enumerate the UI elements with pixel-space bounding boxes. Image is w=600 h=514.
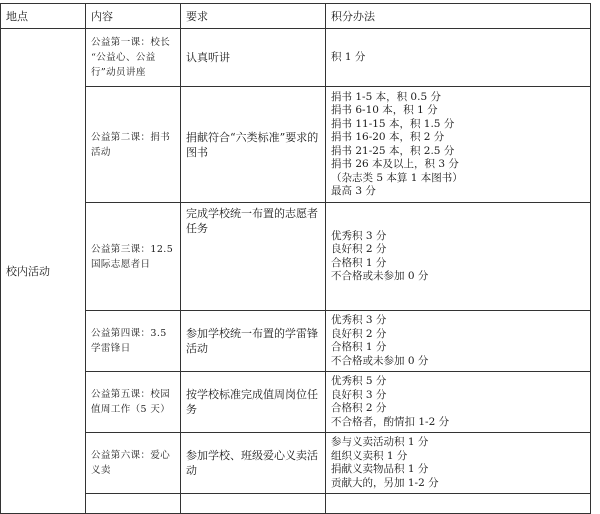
course-cell: 公益第一课：校长 “公益心、公益 行”动员讲座	[86, 29, 181, 87]
course-cell: 公益第三课：12.5 国际志愿者日	[86, 203, 181, 311]
requirement-cell: 捐献符合“六类标准”要求的 图书	[181, 87, 326, 203]
table-row	[1, 87, 591, 203]
scoring-cell-empty	[326, 494, 591, 514]
table-row	[1, 311, 591, 372]
course-cell: 公益第六课：爱心 义卖	[86, 433, 181, 494]
course-cell: 公益第五课：校园 值周工作（5 天）	[86, 372, 181, 433]
course-cell: 公益第二课：捐书 活动	[86, 87, 181, 203]
table-row	[1, 29, 591, 87]
header-content: 内容	[86, 4, 181, 29]
table-row	[1, 372, 591, 433]
header-scoring: 积分办法	[326, 4, 591, 29]
table-header-row	[1, 4, 591, 29]
scoring-cell: 优秀积 3 分 良好积 2 分 合格积 1 分 不合格或未参加 0 分	[326, 203, 591, 311]
table-row	[1, 433, 591, 494]
scoring-cell: 捐书 1-5 本，积 0.5 分 捐书 6-10 本，积 1 分 捐书 11-15 本，积 1.5 分 捐书 16-20 本，积 2 分 捐书 21-25 本，积 2.5 分 捐书 26 本及以上，积 3 分 （杂志类 5 本算 1 本图书） 最高 3 分	[326, 87, 591, 203]
header-location: 地点	[1, 4, 86, 29]
scoring-cell: 优秀积 3 分 良好积 2 分 合格积 1 分 不合格或未参加 0 分	[326, 311, 591, 372]
requirement-cell: 参加学校、班级爱心义卖活 动	[181, 433, 326, 494]
header-requirement: 要求	[181, 4, 326, 29]
requirement-cell-empty	[181, 494, 326, 514]
requirement-cell: 按学校标准完成值周岗位任 务	[181, 372, 326, 433]
location-cell: 校内活动	[1, 29, 86, 514]
requirement-cell: 认真听讲	[181, 29, 326, 87]
requirement-cell: 完成学校统一布置的志愿者 任务	[181, 203, 326, 311]
activity-scoring-table	[0, 3, 591, 514]
scoring-cell: 参与义卖活动积 1 分 组织义卖积 1 分 捐献义卖物品积 1 分 贡献大的，另加 1-2 分	[326, 433, 591, 494]
table-row	[1, 203, 591, 311]
course-cell-empty	[86, 494, 181, 514]
scoring-cell: 优秀积 5 分 良好积 3 分 合格积 2 分 不合格者，酌情扣 1-2 分	[326, 372, 591, 433]
course-cell: 公益第四课：3.5 学雷锋日	[86, 311, 181, 372]
scoring-cell: 积 1 分	[326, 29, 591, 87]
requirement-cell: 参加学校统一布置的学雷锋 活动	[181, 311, 326, 372]
table-row-partial	[1, 494, 591, 514]
